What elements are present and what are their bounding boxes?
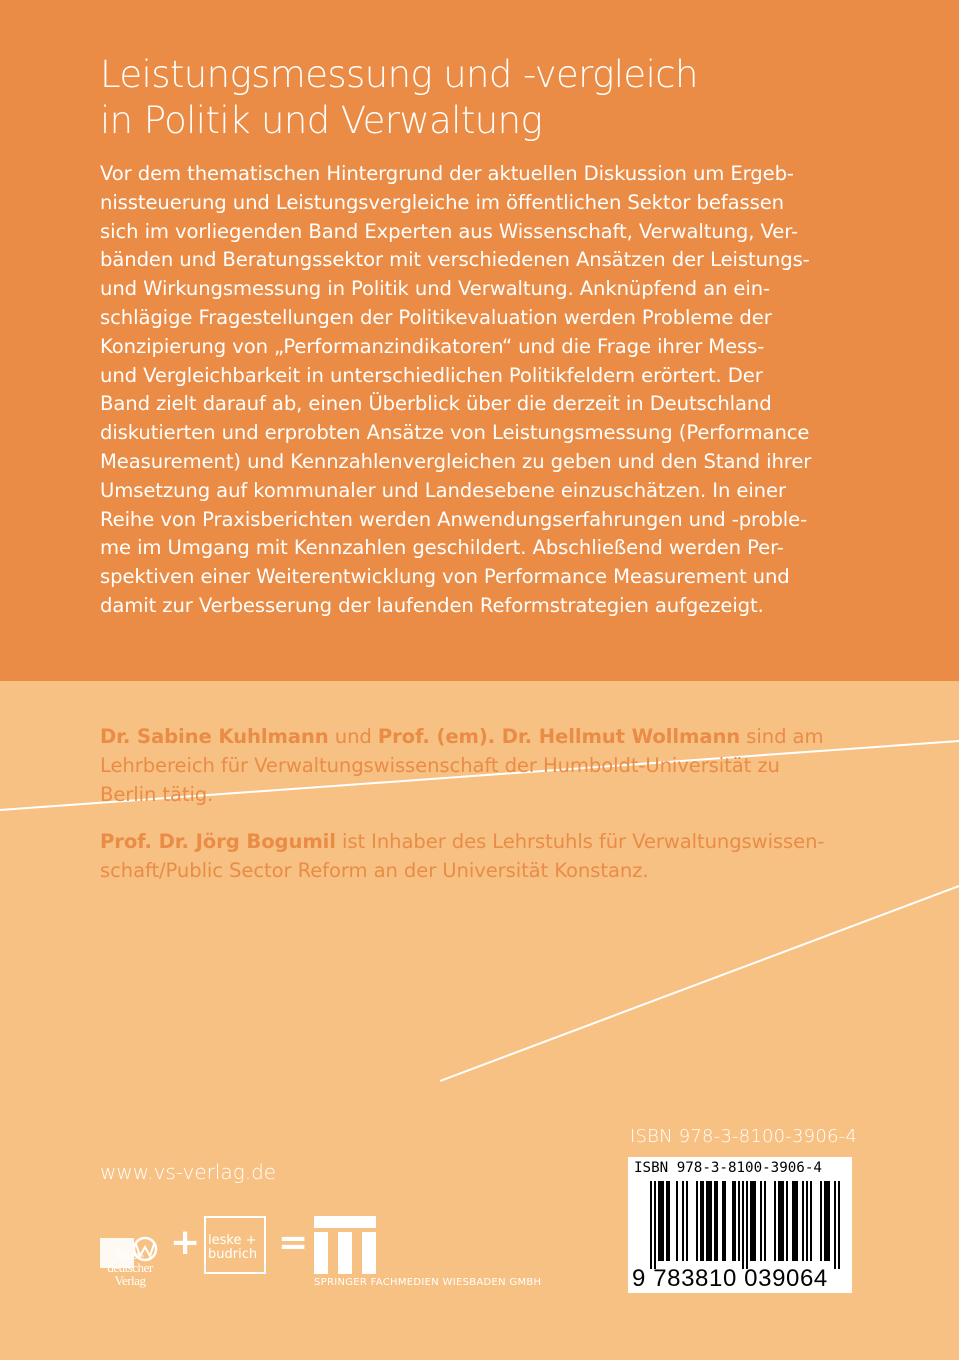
- barcode-bar: [676, 1181, 678, 1261]
- barcode-bar: [716, 1181, 718, 1261]
- author-connector: und: [328, 725, 378, 748]
- barcode-bar: [734, 1181, 736, 1261]
- barcode-bar: [824, 1181, 826, 1261]
- barcode-bar: [826, 1181, 828, 1261]
- book-title-line-1: Leistungsmessung und -vergleich: [100, 53, 698, 96]
- barcode-bar: [722, 1181, 724, 1261]
- abstract-line: nissteuerung und Leistungsvergleiche im öffentlichen Sektor befassen: [100, 190, 784, 214]
- author-bio-text: sind am: [740, 725, 824, 748]
- barcode-bar: [710, 1181, 712, 1261]
- barcode-bar: [662, 1181, 664, 1261]
- barcode-bar: [660, 1181, 662, 1261]
- barcode-bar: [774, 1181, 776, 1261]
- barcode-bar: [796, 1181, 798, 1261]
- leske-budrich-logo-text: [208, 1234, 257, 1262]
- barcode-bar: [760, 1181, 762, 1261]
- author-bio-1-line-2: Lehrbereich für Verwaltungswissenschaft der Humboldt-Universität zu: [100, 754, 780, 777]
- barcode-bar: [742, 1181, 744, 1269]
- author-bios: [100, 722, 824, 903]
- logo-text-line: budrich: [208, 1247, 258, 1262]
- barcode-bar: [820, 1181, 822, 1261]
- logo-text-line: leske +: [208, 1233, 257, 1248]
- barcode-bar: [654, 1181, 656, 1269]
- author-name-bogumil: Prof. Dr. Jörg Bogumil: [100, 830, 336, 853]
- barcode-bar: [724, 1181, 726, 1261]
- barcode-bar: [754, 1181, 756, 1261]
- abstract-line: diskutierten und erprobten Ansätze von Leistungsmessung (Performance: [100, 421, 810, 445]
- barcode-bar: [782, 1181, 784, 1261]
- barcode-bar: [780, 1181, 782, 1261]
- barcode-bar: [696, 1181, 698, 1261]
- barcode-bar: [706, 1181, 708, 1261]
- abstract-line: sich im vorliegenden Band Experten aus Wissenschaft, Verwaltung, Ver-: [100, 219, 798, 243]
- springer-fachmedien-logo-icon: [314, 1216, 376, 1274]
- logo-text-line: deutscher: [107, 1260, 153, 1275]
- barcode-bar: [786, 1181, 788, 1261]
- barcode-bar: [810, 1181, 812, 1261]
- barcode-isbn-text: ISBN 978-3-8100-3906-4: [634, 1160, 822, 1176]
- abstract-line: me im Umgang mit Kennzahlen geschildert. Abschließend werden Per-: [100, 536, 784, 560]
- abstract-line: Reihe von Praxisberichten werden Anwendungserfahrungen und -proble-: [100, 507, 808, 531]
- abstract-line: Measurement) und Kennzahlenvergleichen zu geben und den Stand ihrer: [100, 449, 812, 473]
- barcode-bar: [834, 1181, 836, 1269]
- abstract-text: [100, 160, 860, 621]
- barcode-bar: [778, 1181, 780, 1261]
- barcode-bar: [708, 1181, 710, 1261]
- author-bio-text: ist Inhaber des Lehrstuhls für Verwaltungswissen-: [335, 830, 825, 853]
- barcode-bar: [658, 1181, 660, 1261]
- author-name-wollmann: Prof. (em). Dr. Hellmut Wollmann: [377, 725, 741, 748]
- decorative-line-2: [440, 886, 959, 1081]
- abstract-line: und Wirkungsmessung in Politik und Verwaltung. Anknüpfend an ein-: [100, 277, 771, 301]
- abstract-line: schlägige Fragestellungen der Politikevaluation werden Probleme der: [100, 305, 772, 329]
- barcode-bar: [746, 1181, 748, 1269]
- abstract-line: damit zur Verbesserung der laufenden Reformstrategien aufgezeigt.: [100, 593, 764, 617]
- abstract-line: Vor dem thematischen Hintergrund der aktuellen Diskussion um Ergeb-: [100, 162, 794, 185]
- barcode-bar: [764, 1181, 766, 1261]
- barcode-bar: [752, 1181, 754, 1261]
- book-title: [100, 52, 698, 144]
- barcode-bar: [686, 1181, 688, 1261]
- barcode-bar: [806, 1181, 808, 1261]
- barcode-bar: [750, 1181, 752, 1261]
- abstract-line: und Vergleichbarkeit in unterschiedlichen Politikfeldern erörtert. Der: [100, 363, 763, 387]
- barcode-bar: [700, 1181, 702, 1261]
- author-name-kuhlmann: Dr. Sabine Kuhlmann: [100, 725, 329, 748]
- westdeutscher-verlag-logo-text: [100, 1248, 160, 1287]
- logo-text-line: West-: [116, 1247, 144, 1262]
- abstract-line: spektiven einer Weiterentwicklung von Performance Measurement und: [100, 565, 790, 589]
- isbn-label: ISBN 978-3-8100-3906-4: [630, 1126, 857, 1147]
- author-bio-1-line-3: Berlin tätig.: [100, 783, 214, 806]
- abstract-line: Konzipierung von „Performanzindikatoren“ und die Frage ihrer Mess-: [100, 334, 765, 358]
- barcode-bar: [666, 1181, 668, 1261]
- equals-sign: =: [278, 1222, 309, 1263]
- author-bio-1: [100, 722, 824, 809]
- plus-sign: +: [170, 1222, 201, 1263]
- author-bio-2-line-1: [100, 827, 824, 856]
- barcode-bar: [838, 1181, 840, 1269]
- barcode-bar: [714, 1181, 716, 1261]
- barcode-bar: [682, 1181, 684, 1261]
- abstract-line: Umsetzung auf kommunaler und Landesebene einzuschätzen. In einer: [100, 478, 786, 502]
- barcode-bar: [702, 1181, 704, 1261]
- barcode-bar: [738, 1181, 740, 1261]
- barcode-bar: [650, 1181, 652, 1269]
- logo-text-line: Verlag: [114, 1273, 146, 1288]
- barcode-bar: [828, 1181, 830, 1261]
- springer-fachmedien-logo-text: SPRINGER FACHMEDIEN WIESBADEN GMBH: [314, 1277, 542, 1288]
- isbn-barcode: [628, 1157, 852, 1293]
- barcode-bar: [732, 1181, 734, 1261]
- barcode-bar: [794, 1181, 796, 1261]
- abstract-line: Band zielt darauf ab, einen Überblick über die derzeit in Deutschland: [100, 392, 772, 416]
- barcode-bar: [668, 1181, 670, 1261]
- book-title-line-2: in Politik und Verwaltung: [100, 99, 543, 142]
- barcode-bar: [792, 1181, 794, 1261]
- publisher-url[interactable]: www.vs-verlag.de: [100, 1160, 277, 1184]
- publisher-logos: [100, 1212, 560, 1292]
- author-bio-2: [100, 827, 824, 885]
- author-bio-1-line-1: [100, 722, 824, 751]
- barcode-bar: [802, 1181, 804, 1261]
- author-bio-2-line-2: schaft/Public Sector Reform an der Universität Konstanz.: [100, 859, 649, 882]
- abstract-line: bänden und Beratungssektor mit verschiedenen Ansätzen der Leistungs-: [100, 248, 810, 272]
- barcode-digits: 9 783810 039064: [632, 1265, 828, 1292]
